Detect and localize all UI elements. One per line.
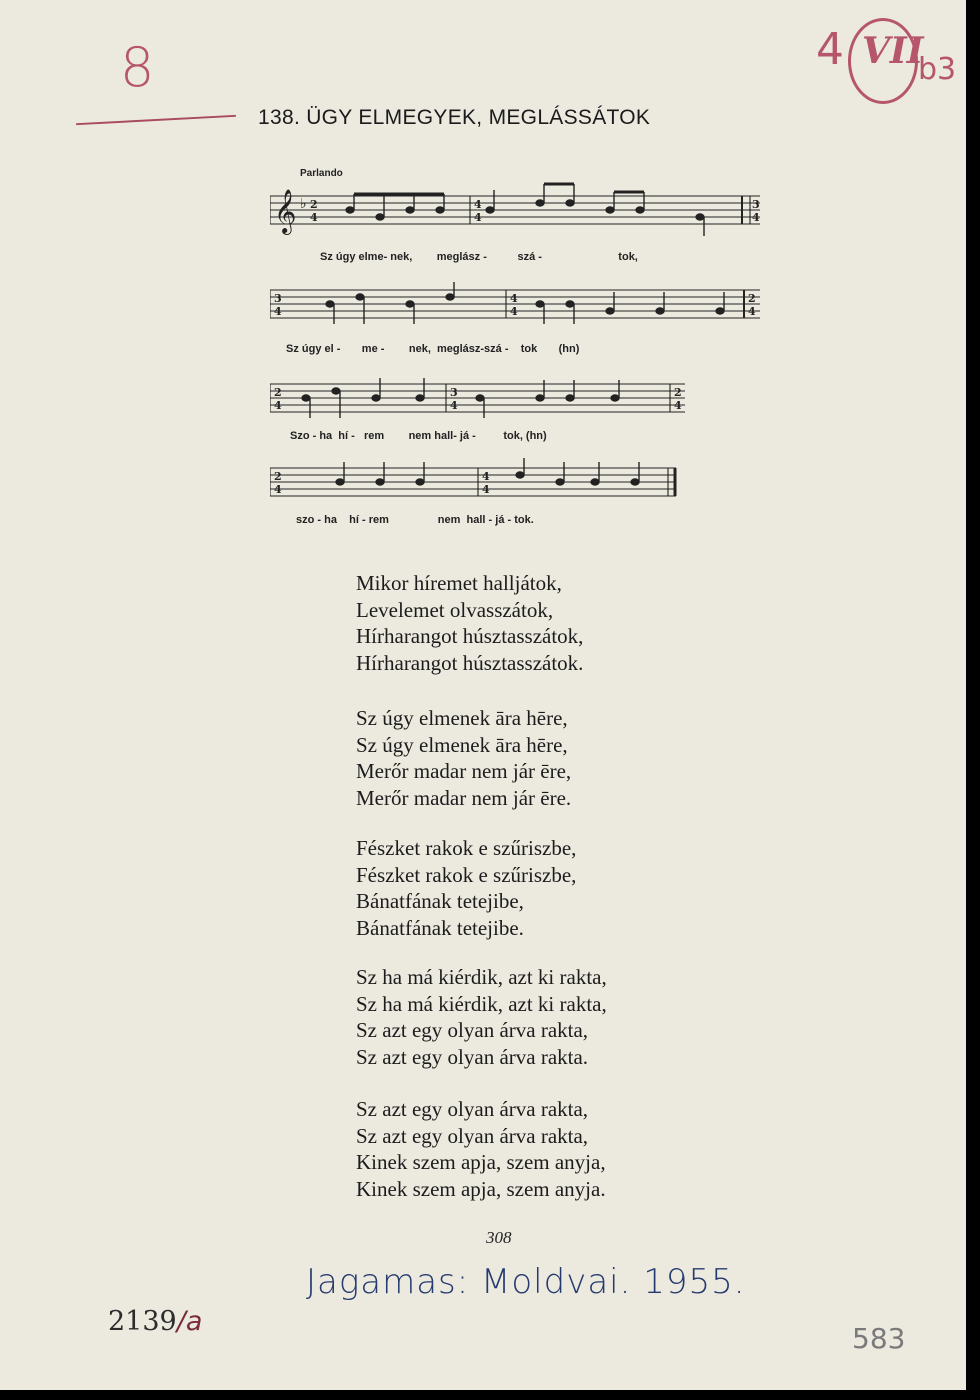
- svg-text:2: 2: [274, 470, 282, 483]
- stanza-3: [356, 835, 576, 941]
- tempo-marking: Parlando: [300, 168, 343, 179]
- corner-mark-roman: VII: [862, 30, 924, 72]
- svg-text:3: 3: [752, 198, 760, 211]
- inventory-number-suffix: /a: [176, 1306, 203, 1337]
- svg-text:4: 4: [482, 470, 490, 483]
- svg-text:4: 4: [510, 292, 518, 305]
- svg-text:3: 3: [450, 386, 458, 399]
- inventory-number-main: 2139: [108, 1306, 177, 1337]
- music-lyric-line-2: Sz úgy el - me - nek, meglász-szá - tok (hn): [286, 343, 580, 355]
- stanza-line: Hírharangot húsztasszátok,: [356, 624, 584, 648]
- svg-text:4: 4: [748, 305, 756, 318]
- svg-text:2: 2: [274, 386, 282, 399]
- stanza-line: Sz ha má kiérdik, azt ki rakta,: [356, 991, 607, 1016]
- corner-mark-suffix: b3: [918, 52, 957, 87]
- stanza-2: [356, 705, 571, 811]
- inventory-number: [108, 1306, 202, 1337]
- svg-text:𝄞: 𝄞: [274, 189, 297, 233]
- pencil-mark: 8: [120, 36, 155, 99]
- svg-text:2: 2: [748, 292, 756, 305]
- stanza-4: [356, 964, 607, 1070]
- svg-text:4: 4: [482, 483, 490, 496]
- handwritten-reference: Jagamas: Moldvai. 1955.: [306, 1262, 746, 1302]
- svg-text:4: 4: [474, 198, 482, 211]
- stanza-line: Bánatfának tetejibe.: [356, 915, 524, 940]
- stanza-line: Hírharangot húsztasszátok.: [356, 650, 584, 675]
- page-number: 308: [486, 1228, 512, 1247]
- stanza-line: Merőr madar nem jár ēre,: [356, 759, 572, 783]
- stanza-line: Fészket rakok e szűriszbe,: [356, 862, 577, 887]
- stanza-line: Bánatfának tetejibe,: [356, 889, 524, 913]
- stanza-line: Sz azt egy olyan árva rakta,: [356, 1123, 589, 1148]
- svg-text:4: 4: [274, 399, 282, 412]
- music-staff-1: [270, 180, 770, 240]
- music-staff-3: [270, 374, 690, 424]
- svg-text:2: 2: [674, 386, 682, 399]
- svg-text:3: 3: [274, 292, 282, 305]
- stanza-5: [356, 1096, 606, 1202]
- svg-text:4: 4: [474, 211, 482, 224]
- music-lyric-line-1: Sz úgy elme- nek, meglász - szá - tok,: [320, 251, 638, 263]
- stanza-line: Sz úgy elmenek āra hēre,: [356, 732, 568, 757]
- stanza-line: Sz azt egy olyan árva rakta,: [356, 1097, 589, 1121]
- folio-number: 583: [852, 1322, 906, 1355]
- svg-text:4: 4: [752, 211, 760, 224]
- pencil-underline: [76, 115, 236, 125]
- stanza-line: Mikor híremet halljátok,: [356, 571, 562, 595]
- stanza-1: [356, 570, 583, 676]
- svg-text:4: 4: [310, 211, 318, 224]
- music-lyric-line-3: Szo - ha hí - rem nem hall- já - tok, (hn): [290, 430, 547, 442]
- svg-text:4: 4: [274, 483, 282, 496]
- svg-text:4: 4: [274, 305, 282, 318]
- svg-text:2: 2: [310, 198, 318, 211]
- svg-text:4: 4: [510, 305, 518, 318]
- stanza-line: Sz úgy elmenek āra hēre,: [356, 706, 568, 730]
- stanza-line: Sz azt egy olyan árva rakta.: [356, 1044, 589, 1069]
- music-lyric-line-4: szo - ha hí - rem nem hall - já - tok.: [296, 514, 534, 526]
- svg-text:4: 4: [674, 399, 682, 412]
- stanza-line: Kinek szem apja, szem anyja,: [356, 1150, 606, 1174]
- svg-text:4: 4: [450, 399, 458, 412]
- music-staff-4: [270, 458, 690, 508]
- corner-mark-prefix: 4: [816, 24, 844, 75]
- music-staff-2: [270, 282, 770, 332]
- stanza-line: Kinek szem apja, szem anyja.: [356, 1176, 606, 1201]
- stanza-line: Fészket rakok e szűriszbe,: [356, 836, 577, 860]
- song-title: 138. ÜGY ELMEGYEK, MEGLÁSSÁTOK: [258, 106, 651, 129]
- stanza-line: Merőr madar nem jár ēre.: [356, 785, 572, 810]
- stanza-line: Sz ha má kiérdik, azt ki rakta,: [356, 965, 607, 989]
- stanza-line: Sz azt egy olyan árva rakta,: [356, 1018, 589, 1042]
- svg-text:♭: ♭: [300, 196, 307, 212]
- stanza-line: Levelemet olvasszátok,: [356, 597, 554, 622]
